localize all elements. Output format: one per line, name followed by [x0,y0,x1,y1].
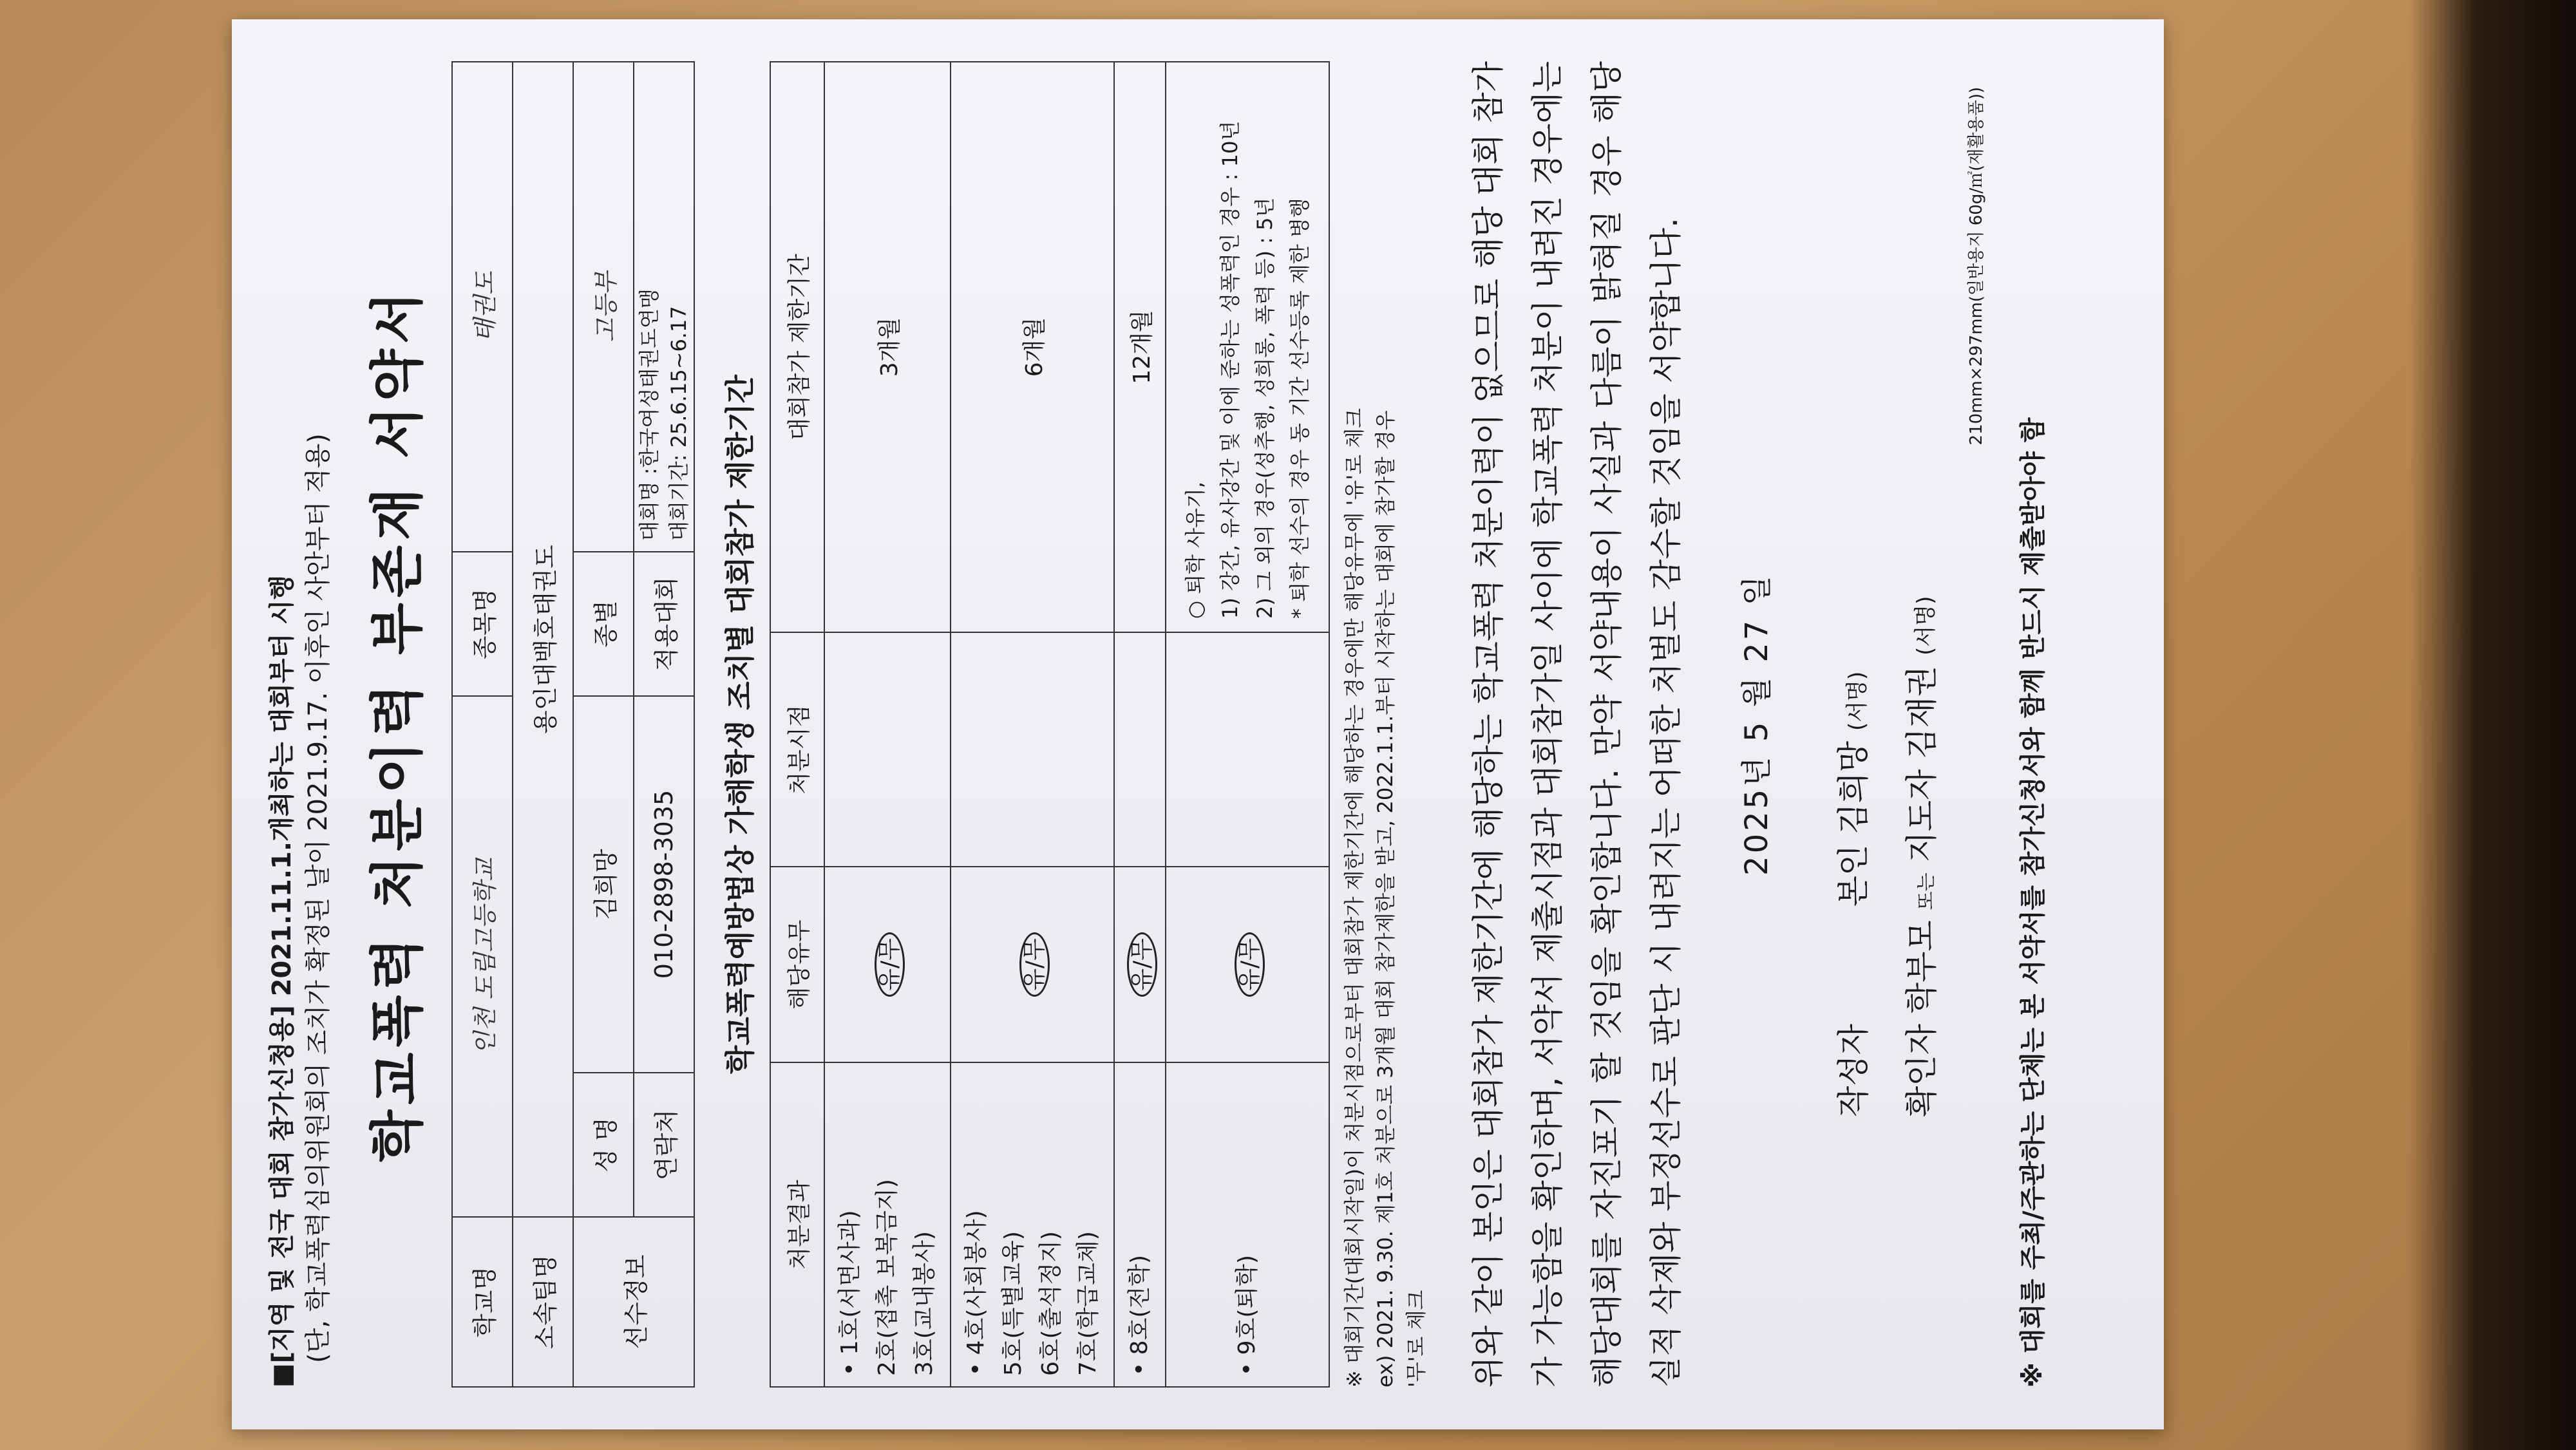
footnote-line: '무'로 체크 [1404,1290,1428,1388]
time-cell [824,632,951,867]
footnote [1339,61,1432,1388]
footnote-line: ex) 2021. 9.30. 제1호 처분으로 3개월 대회 참가제한을 받고, 2022.1.1.부터 시작하는 대회에 참가할 경우 [1373,410,1397,1388]
confirmer-role2: 지도자 [1903,769,1940,863]
check-circle-mark: 유/무 [1019,932,1050,997]
document-title: 학교폭력 처분이력 부존재 서약서 [366,287,429,1162]
applicable-check [1166,867,1329,1062]
note-line: 1) 강간, 유사강간 및 이에 준하는 성폭력인 경우 : 10년 [1218,120,1242,619]
rule-item: • 4호(사회봉사) [963,1210,989,1376]
rule-item: • 1호(서면사과) [837,1210,863,1376]
rule-category [824,1062,951,1387]
team-value: 용인대백호태권도 [513,62,573,1217]
confirmer-signature-mark: (서명) [1913,596,1938,655]
applicable-check [824,867,951,1062]
time-cell [951,632,1114,867]
division-label: 종별 [573,552,634,696]
rule-item: 7호(학급교체) [1075,1231,1101,1376]
check-circle-mark: 유/무 [1235,932,1265,997]
player-info-label: 선수정보 [573,1217,694,1387]
writer-role: 본인 [1835,844,1872,907]
rules-header-limit: 대회참가 제한기간 [770,62,824,632]
note-line: 2) 그 외의 경우(성추행, 성희롱, 폭력 등) : 5년 [1253,197,1277,619]
notice-line-1: ■[지역 및 전국 대회 참가신청용] 2021.11.1.개최하는 대회부터 시행 [267,574,297,1388]
signature-block [1821,61,1959,1388]
pledge-date: 2025년 5 월 27 일 [1739,573,1775,876]
rule-item: • 9호(퇴학) [1234,1255,1260,1376]
time-cell [1114,632,1166,867]
rules-header-applicable: 해당유무 [770,867,824,1062]
note-line: * 퇴학 선수의 경우 동 기간 선수등록 제한 병행 [1287,198,1312,619]
rules-header-result: 처분결과 [770,1062,824,1387]
confirmer-or: 또는 [1915,872,1938,910]
rules-subtitle: 학교폭력예방법상 가해학생 조치별 대회참가 제한기간 [723,374,757,1075]
confirmer-role: 학부모 [1903,920,1940,1014]
rule-item: 3호(교내봉사) [911,1231,938,1376]
rule-item: 6호(출석정지) [1037,1231,1064,1376]
rule-category [1114,1062,1166,1387]
competition-period: 대회기간: 25.6.15~6.17 [667,306,691,541]
competition-name: 대회명 :한국여성태권도연맹 [637,288,661,541]
note-line: ○ 퇴학 사유기, [1183,482,1208,619]
pledge-text: 위와 같이 본인은 대회참가 제한기간에 해당하는 학교폭력 처분이력이 없으므로 해당 대회 참가가 가능함을 확인하며, 서약서 제출시점과 대회참가일 사이에 학교폭력 처분이 내려진 경우에는 해당대회를 자진포기 할 것임을 확인합니다. 만약 서약내용이 사실과 다름이 밝혀질 경우 해당실적 삭제와 부정선수로 판단 시 내려지는 어떠한 처벌도 감수할 것임을 서약합니다. [1470,61,1685,1388]
confirmer-label: 확인자 [1903,1024,1940,1117]
applicable-check [951,867,1114,1062]
check-circle-mark: 유/무 [1127,932,1157,997]
rule-item: • 8호(전학) [1126,1255,1153,1376]
rule-category [951,1062,1114,1387]
rules-table [770,61,1330,1388]
limit-cell: 12개월 [1114,62,1166,632]
time-cell [1166,632,1329,867]
school-value: 인천 도림고등학교 [452,696,513,1217]
contact-label: 연락처 [634,1073,694,1217]
confirmer-name: 김재권 [1903,665,1940,759]
table-row [951,62,1114,1387]
pledge-document [264,61,2106,1388]
event-label: 종목명 [452,552,513,696]
competition-details [634,62,694,552]
division-value: 고등부 [573,62,634,552]
competition-label: 적용대회 [634,552,694,696]
confirmer-line [1889,61,1959,1117]
school-label: 학교명 [452,1217,513,1387]
table-row [824,62,951,1387]
name-label: 성 명 [573,1073,634,1217]
paper-sheet [232,19,2164,1429]
table-row [1166,62,1329,1387]
writer-signature-mark: (서명) [1844,671,1870,731]
writer-label: 작성자 [1835,1024,1872,1117]
event-value: 태권도 [452,62,513,552]
applicable-check [1114,867,1166,1062]
limit-cell: 3개월 [824,62,951,632]
rules-header-time: 처분시점 [770,632,824,867]
name-value: 김희망 [573,696,634,1073]
footnote-line: ※ 대회기간(대회시작일)이 처분시점으로부터 대회참가 제한기간에 해당하는 경우에만 해당유무에 '유'로 체크 [1342,408,1367,1388]
background-dark-area [2409,0,2576,1450]
paper-spec: 210mm×297mm(일반용지 60g/㎡(재활용품)) [1967,87,1986,446]
bottom-notice: ※ 대회를 주최/주관하는 단체는 본 서약서를 참가신청서와 함께 반드시 제출받아야 함 [2018,417,2048,1388]
limit-cell: 6개월 [951,62,1114,632]
team-label: 소속팀명 [513,1217,573,1387]
table-row [1114,62,1166,1387]
writer-name: 김희망 [1835,740,1872,834]
info-table [451,61,695,1388]
notice [264,61,336,1388]
notice-line-2: (단, 학교폭력심의위원회의 조치가 확정된 날이 2021.9.17. 이후인 사안부터 적용) [303,433,333,1363]
contact-value: 010-2898-3035 [634,696,694,1073]
rule-item: 5호(특별교육) [1000,1231,1027,1376]
rule-item: 2호(접촉 보복금지) [874,1179,900,1376]
writer-line [1821,61,1889,1117]
rule-category [1166,1062,1329,1387]
check-circle-mark: 유/무 [875,932,905,997]
expulsion-notes [1166,62,1329,632]
